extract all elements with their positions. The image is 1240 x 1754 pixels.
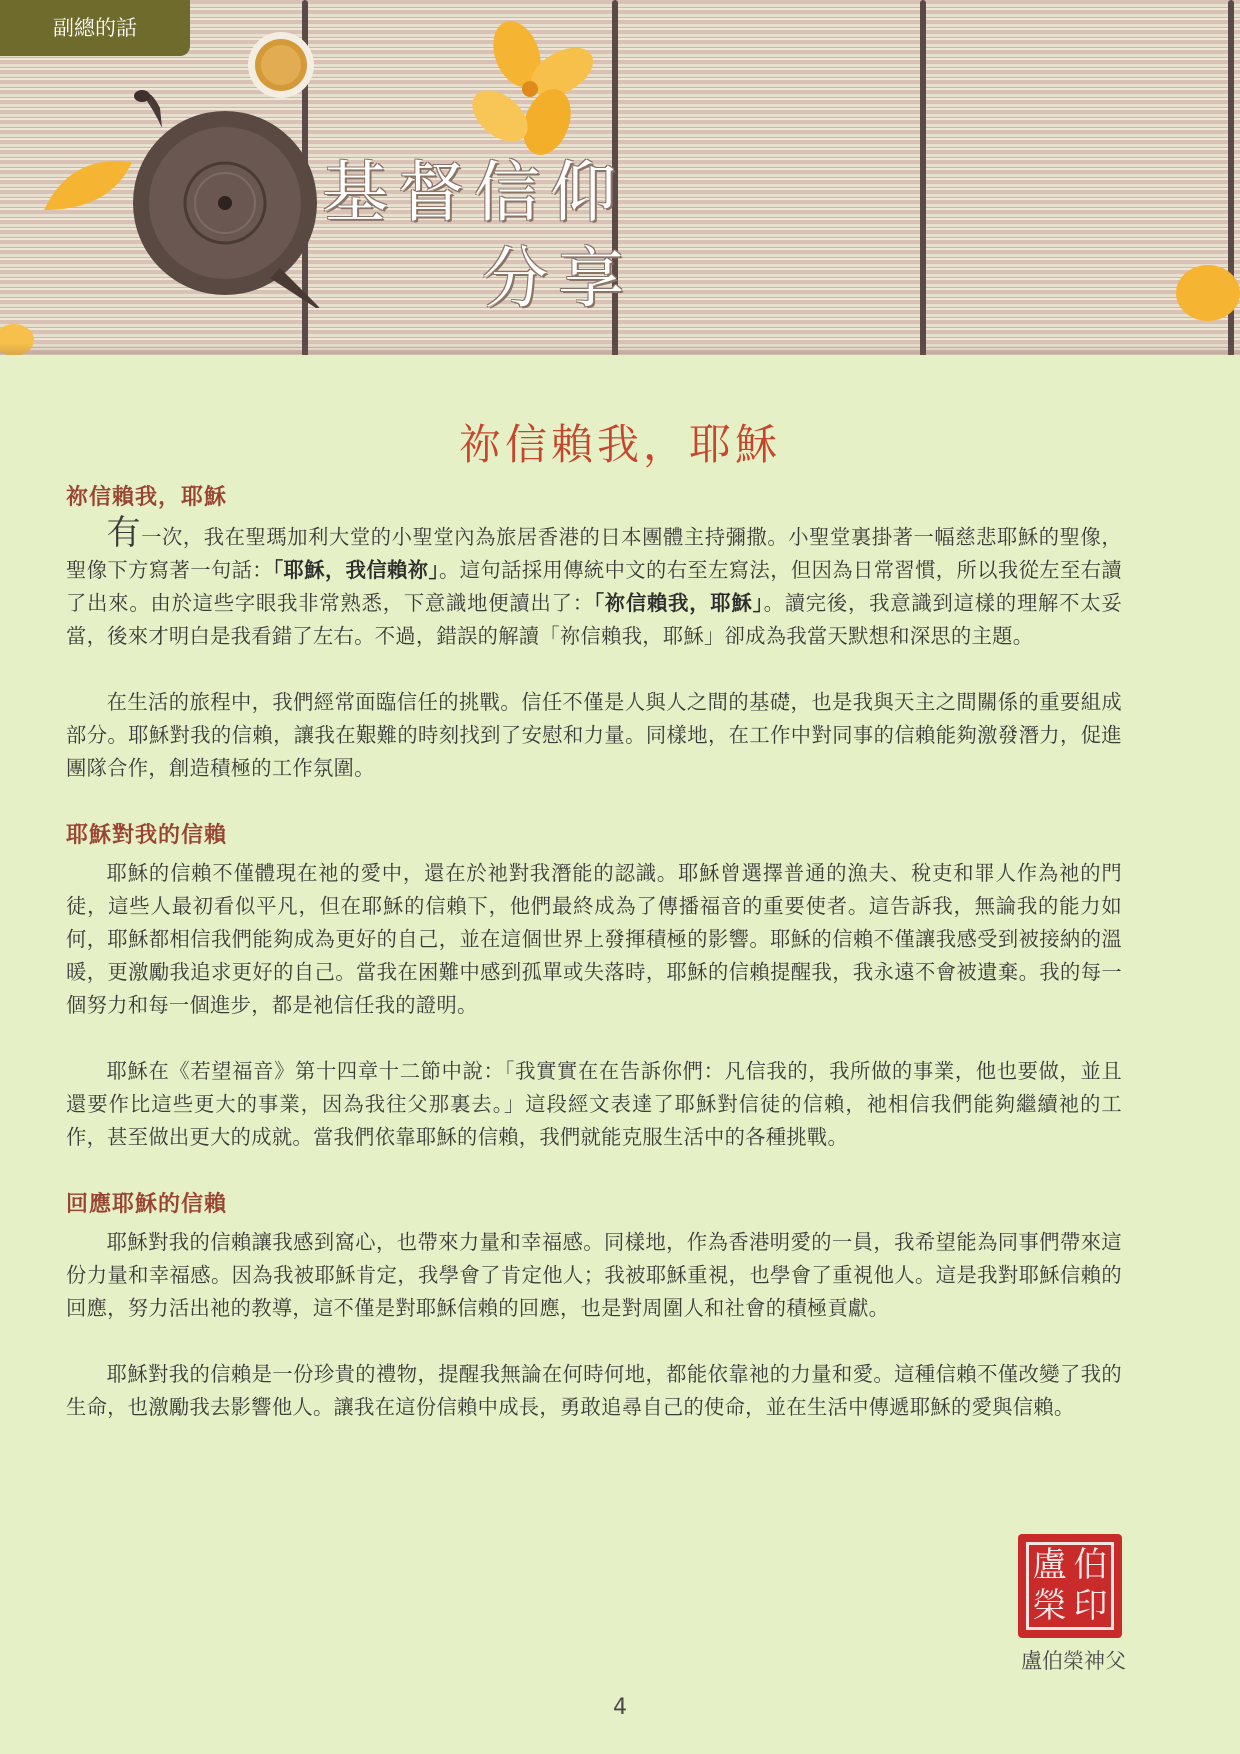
banner-title-line1: 基督信仰 (322, 154, 626, 231)
article-title: 祢信賴我，耶穌 (458, 420, 781, 469)
header-banner (0, 0, 1240, 355)
paragraph: 耶穌的信賴不僅體現在祂的愛中，還在於祂對我潛能的認識。耶穌曾選擇普通的漁夫、稅吏和罪人作為祂的門徒，這些人最初看似平凡，但在耶穌的信賴下，他們最終成為了傳播福音的重要使者。這告訴我，無論我的能力如何，耶穌都相信我們能夠成為更好的自己，並在這個世界上發揮積極的影響。耶穌的信賴不僅讓我感受到被接納的溫暖，更激勵我追求更好的自己。當我在困難中感到孤單或失落時，耶穌的信賴提醒我，我永遠不會被遺棄。我的每一個努力和每一個進步，都是祂信任我的證明。 (66, 861, 1122, 1017)
seal-stamp: 盧 伯 榮 印 (1018, 1534, 1122, 1638)
article-body (66, 480, 1122, 1424)
page-number: 4 (613, 1695, 627, 1720)
paragraph: 在生活的旅程中，我們經常面臨信任的挑戰。信任不僅是人與人之間的基礎，也是我與天主之間關係的重要組成部分。耶穌對我的信賴，讓我在艱難的時刻找到了安慰和力量。同樣地，在工作中對同事的信賴能夠激發潛力，促進團隊合作，創造積極的工作氛圍。 (66, 690, 1122, 780)
paragraph (66, 513, 1122, 653)
teapot-icon (120, 88, 330, 308)
paragraph: 耶穌對我的信賴是一份珍貴的禮物，提醒我無論在何時何地，都能依靠祂的力量和愛。這種信賴不僅改變了我的生命，也激勵我去影響他人。讓我在這份信賴中成長，勇敢追尋自己的使命，並在生活中傳遞耶穌的愛與信賴。 (66, 1362, 1122, 1419)
banner-title-line2: 分享 (482, 240, 634, 317)
section-tag: 副總的話 (0, 0, 190, 56)
petal-icon (1170, 258, 1240, 328)
paragraph-text: 。讀完後，我意識到這樣的理解不太妥當，後來才明白是我看錯了左右。不過，錯誤的解讀「祢信賴我，耶穌」卻成為我當天默想和深思的主題。 (66, 591, 1122, 648)
flower-icon (462, 14, 602, 164)
bamboo-rod (920, 0, 926, 355)
petal-icon (0, 318, 40, 355)
bold-quote: 「祢信賴我，耶穌」 (593, 591, 764, 615)
paragraph-text: 。這句話採用傳統中文的右至左寫法，但因為日常習慣，所以我從左至右讀了出來。由於這些字眼我非常熟悉，下意識地便讀出了： (66, 558, 1122, 615)
drop-cap: 有 (106, 513, 142, 553)
petal-icon (40, 158, 136, 218)
paragraph: 耶穌在《若望福音》第十四章十二節中說：「我實實在在告訴你們：凡信我的，我所做的事業，他也要做，並且還要作比這些更大的事業，因為我往父那裏去。」這段經文表達了耶穌對信徒的信賴，祂相信我們能夠繼續祂的工作，甚至做出更大的成就。當我們依靠耶穌的信賴，我們就能克服生活中的各種挑戰。 (66, 1059, 1122, 1149)
tea-cup-icon (246, 30, 316, 100)
banner-title (322, 154, 634, 317)
section-heading: 祢信賴我，耶穌 (66, 485, 228, 510)
paragraph: 耶穌對我的信賴讓我感到窩心，也帶來力量和幸福感。同樣地，作為香港明愛的一員，我希望能為同事們帶來這份力量和幸福感。因為我被耶穌肯定，我學會了肯定他人；我被耶穌重視，也學會了重視他人。這是我對耶穌信賴的回應，努力活出祂的教導，這不僅是對耶穌信賴的回應，也是對周圍人和社會的積極貢獻。 (66, 1230, 1122, 1320)
section-heading: 耶穌對我的信賴 (66, 823, 228, 848)
paragraph-text: 一次，我在聖瑪加利大堂的小聖堂內為旅居香港的日本團體主持彌撒。小聖堂裏掛著一幅慈悲耶穌的聖像，聖像下方寫著一句話： (66, 525, 1122, 582)
bold-quote: 「耶穌，我信賴祢」 (273, 558, 440, 582)
author-signature: 盧伯榮神父 (1021, 1649, 1126, 1673)
section-heading: 回應耶穌的信賴 (66, 1192, 228, 1217)
